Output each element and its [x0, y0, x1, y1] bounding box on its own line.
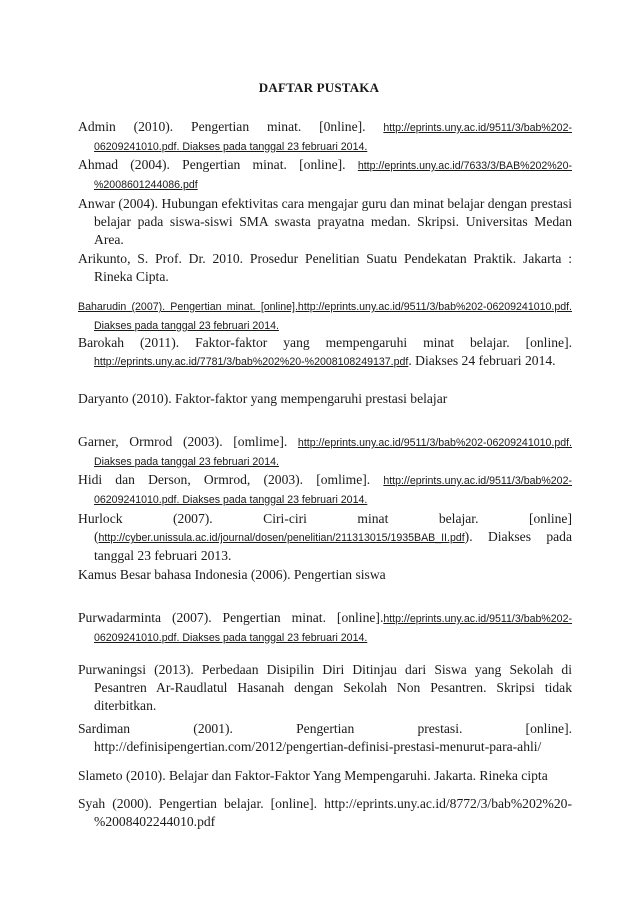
reference-link[interactable]: Baharudin (2007). Pengertian minat. [online].http://eprints.uny.ac.id/9511/3/bab%202-06209241010.pdf. Diakses pada tanggal 23 februari 2014. — [78, 301, 572, 332]
reference-entry — [78, 156, 572, 194]
reference-text: Arikunto, S. Prof. Dr. 2010. Prosedur Penelitian Suatu Pendekatan Praktik. Jakarta : Rineka Cipta. — [78, 251, 572, 284]
reference-text: Syah (2000). Pengertian belajar. [online]. http://eprints.uny.ac.id/8772/3/bab%202%20-%2008402244010.pdf — [78, 796, 572, 829]
reference-text: Garner, Ormrod (2003). [omlime]. — [78, 434, 298, 449]
reference-entry — [78, 767, 572, 785]
reference-link[interactable]: http://eprints.uny.ac.id/9511/3/bab%202-06209241010.pdf. Diakses pada tanggal 23 februari 2014. — [94, 122, 572, 153]
reference-text: . Diakses 24 februari 2014. — [408, 353, 556, 368]
reference-text: Purwadarminta (2007). Pengertian minat. [online]. — [78, 610, 384, 625]
reference-text: Hidi dan Derson, Ormrod, (2003). [omlime]. — [78, 472, 384, 487]
reference-link[interactable]: http://eprints.uny.ac.id/9511/3/bab%202-06209241010.pdf. Diakses pada tanggal 23 februari 2014. — [94, 475, 572, 506]
reference-text: Admin (2010). Pengertian minat. [0nline]. — [78, 119, 384, 134]
reference-text: ). Diakses pada tanggal 23 februari 2013. — [94, 529, 572, 563]
reference-link[interactable]: http://eprints.uny.ac.id/7781/3/bab%202%20-%2008108249137.pdf — [94, 356, 409, 368]
reference-text: Kamus Besar bahasa Indonesia (2006). Pengertian siswa — [78, 567, 386, 582]
reference-text: Sardiman (2001). Pengertian prestasi. [online]. http://definisipengertian.com/2012/pengertian-definisi-prestasi-menurut-para-ahli/ — [78, 721, 572, 754]
reference-text: Daryanto (2010). Faktor-faktor yang mempengaruhi prestasi belajar — [78, 391, 448, 406]
reference-link[interactable]: http://eprints.uny.ac.id/9511/3/bab%202-06209241010.pdf. Diakses pada tanggal 23 februari 2014. — [94, 613, 572, 644]
reference-entry — [78, 471, 572, 509]
reference-entry — [78, 795, 572, 831]
reference-entry — [78, 609, 572, 647]
page-title: DAFTAR PUSTAKA — [258, 80, 380, 95]
reference-text: Ahmad (2004). Pengertian minat. [online]. — [78, 157, 358, 172]
reference-entry — [78, 250, 572, 286]
reference-link[interactable]: http://eprints.uny.ac.id/7633/3/BAB%202%20-%2008601244086.pdf — [94, 160, 572, 191]
reference-entry — [78, 510, 572, 565]
reference-text: Hurlock (2007). Ciri-ciri minat belajar. [online] ( — [78, 511, 572, 544]
reference-entry — [78, 433, 572, 471]
reference-entry — [78, 390, 572, 408]
reference-link[interactable]: http://eprints.uny.ac.id/9511/3/bab%202-06209241010.pdf. Diakses pada tanggal 23 februari 2014. — [94, 437, 572, 468]
reference-text: Barokah (2011). Faktor-faktor yang mempengaruhi minat belajar. [online]. — [78, 335, 572, 350]
reference-entry — [78, 334, 572, 371]
reference-text: Slameto (2010). Belajar dan Faktor-Faktor Yang Mempengaruhi. Jakarta. Rineka cipta — [78, 768, 548, 783]
reference-link[interactable]: http://cyber.unissula.ac.id/journal/dosen/penelitian/211313015/1935BAB_II.pdf — [98, 532, 465, 544]
reference-entry — [78, 297, 572, 335]
reference-entry — [78, 720, 572, 756]
reference-entry — [78, 118, 572, 156]
reference-text: Purwaningsi (2013). Perbedaan Disipilin Diri Ditinjau dari Siswa yang Sekolah di Pesantren Ar-Raudlatul Hasanah dengan Sekolah Non Pesantren. Skripsi tidak diterbitkan. — [78, 662, 572, 713]
reference-entry — [78, 661, 572, 715]
reference-entry — [78, 566, 572, 584]
reference-text: Anwar (2004). Hubungan efektivitas cara mengajar guru dan minat belajar dengan prestasi belajar pada siswa-siswi SMA swasta prayatna medan. Skripsi. Universitas Medan Area. — [78, 196, 572, 247]
reference-entry — [78, 195, 572, 249]
